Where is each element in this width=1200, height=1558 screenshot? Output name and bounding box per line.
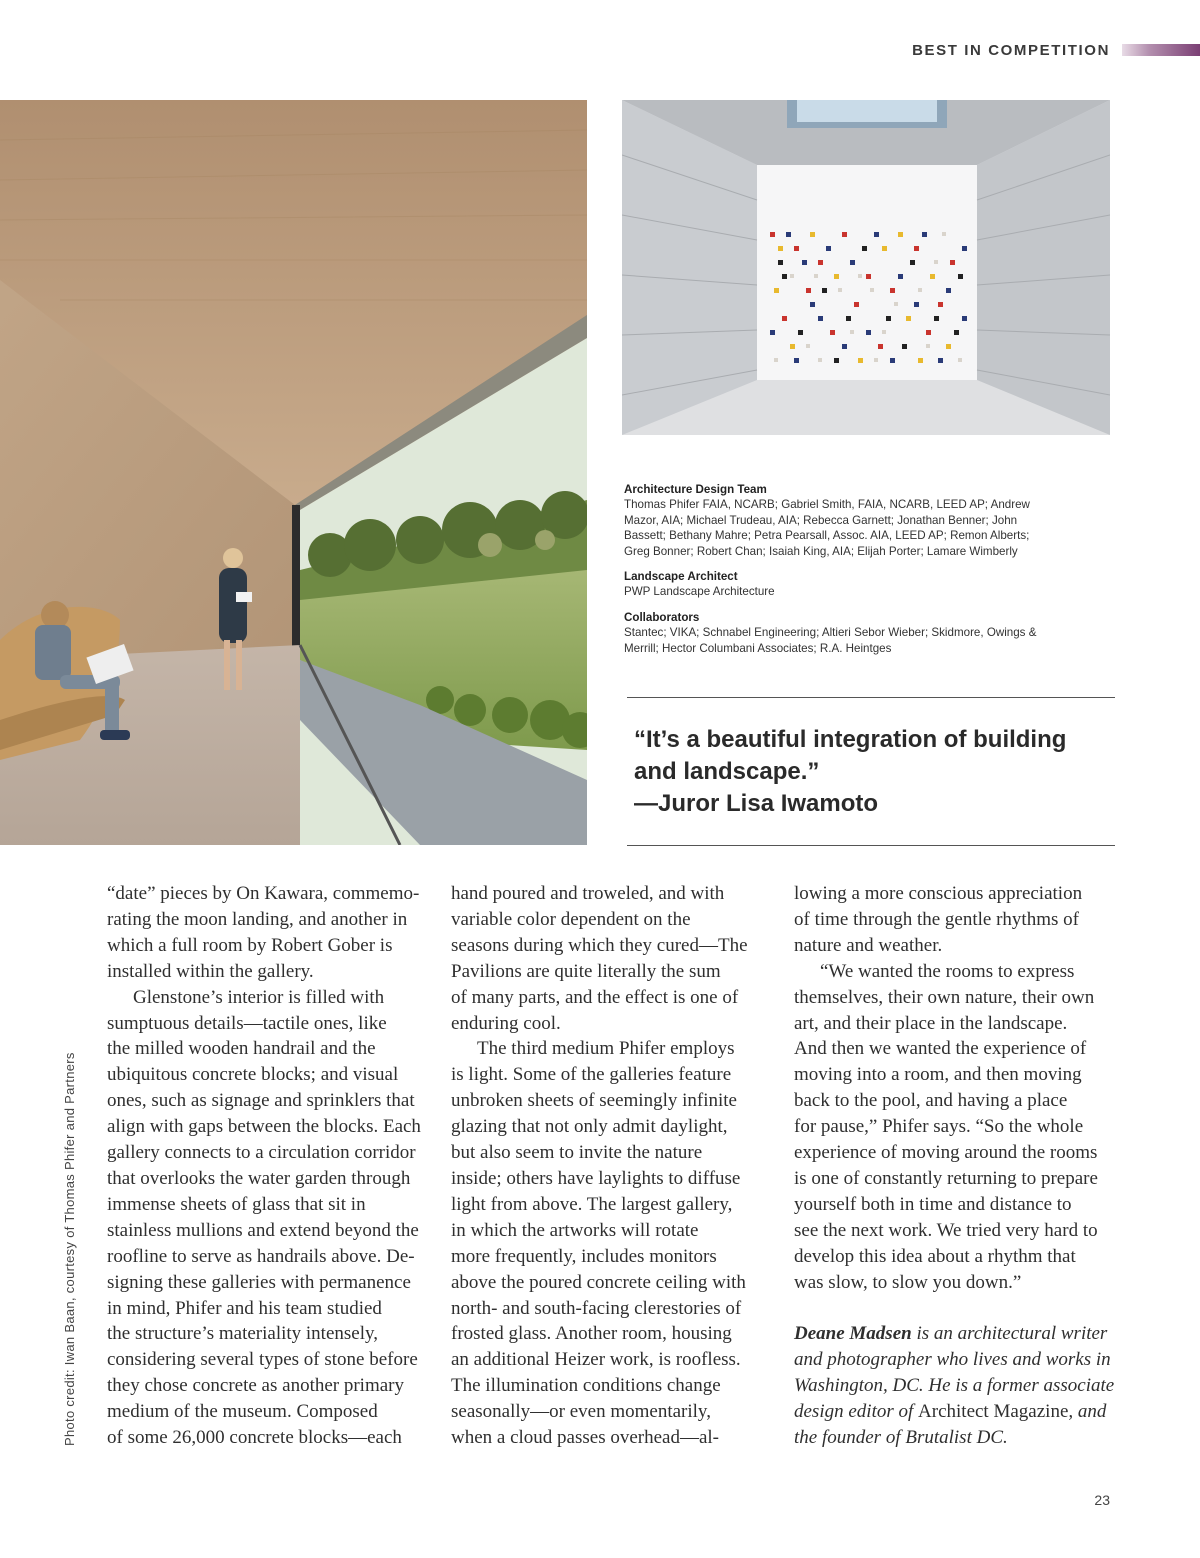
body-line: installed within the gallery. (107, 960, 314, 982)
body-line: immense sheets of glass that sit in (107, 1193, 366, 1215)
body-line: is one of constantly returning to prepare (794, 1167, 1098, 1189)
body-line: hand poured and troweled, and with (451, 883, 725, 904)
credit-line: Mazor, AIA; Michael Trudeau, AIA; Rebecca Garnett; Jonathan Benner; John (624, 513, 1018, 527)
body-line: of some 26,000 concrete blocks—each (107, 1427, 402, 1449)
body-line: “date” pieces by On Kawara, commemo- (107, 883, 420, 904)
publication-name: Architect Magazine (918, 1401, 1069, 1423)
body-line: that overlooks the water garden through (107, 1167, 411, 1189)
body-line: yourself both in time and distance to (794, 1193, 1072, 1215)
body-line: ones, such as signage and sprinklers that (107, 1090, 415, 1112)
body-line: And then we wanted the experience of (794, 1038, 1087, 1060)
body-line: back to the pool, and having a place (794, 1090, 1068, 1112)
text-column-3 (794, 881, 1114, 1451)
body-line: variable color dependent on the (451, 908, 691, 930)
page-number: 23 (1094, 1492, 1110, 1508)
body-line: is light. Some of the galleries feature (451, 1064, 732, 1086)
quote-line: and landscape.” (634, 758, 820, 785)
credit-line: Greg Bonner; Robert Chan; Isaiah King, AIA; Elijah Porter; Lamare Wimberly (624, 544, 1018, 558)
landscape-group (624, 569, 1102, 600)
credit-line: PWP Landscape Architecture (624, 585, 775, 599)
body-line: was slow, to slow you down.” (794, 1271, 1022, 1293)
photo-credit: Photo credit: Iwan Baan, courtesy of Thomas Phifer and Partners (62, 1052, 77, 1446)
body-line: lowing a more conscious appreciation (794, 883, 1083, 904)
body-line: the milled wooden handrail and the (107, 1038, 376, 1060)
body-line: in which the artworks will rotate (451, 1219, 699, 1241)
pull-quote (634, 724, 1124, 820)
body-line: enduring cool. (451, 1012, 561, 1034)
project-credits (624, 482, 1102, 666)
body-line: above the poured concrete ceiling with (451, 1271, 746, 1293)
body-line: ubiquitous concrete blocks; and visual (107, 1064, 399, 1086)
body-line: light from above. The largest gallery, (451, 1193, 733, 1215)
body-line: considering several types of stone before (107, 1349, 418, 1371)
body-line: north- and south-facing clerestories of (451, 1297, 742, 1319)
body-line: themselves, their own nature, their own (794, 986, 1095, 1008)
quote-attribution: —Juror Lisa Iwamoto (634, 790, 879, 817)
body-line: develop this idea about a rhythm that (794, 1245, 1076, 1267)
credit-line: Stantec; VIKA; Schnabel Engineering; Altieri Sebor Wieber; Skidmore, Owings & (624, 626, 1037, 640)
quote-line: “It’s a beautiful integration of building (634, 726, 1067, 753)
body-line: “We wanted the rooms to express (820, 960, 1075, 982)
body-line: which a full room by Robert Gober is (107, 934, 393, 956)
body-line: inside; others have laylights to diffuse (451, 1167, 741, 1189)
body-line: see the next work. We tried very hard to (794, 1219, 1098, 1241)
body-line: rating the moon landing, and another in (107, 908, 408, 930)
bio-text: the founder of Brutalist DC. (794, 1427, 1008, 1449)
body-line: medium of the museum. Composed (107, 1401, 378, 1423)
body-line: align with gaps between the blocks. Each (107, 1116, 421, 1138)
landscape-heading: Landscape Architect (624, 570, 738, 584)
body-line: experience of moving around the rooms (794, 1142, 1098, 1164)
bio-text: Washington, DC. He is a former associate (794, 1375, 1115, 1397)
quote-rule-bottom (627, 845, 1115, 846)
body-line: seasons during which they cured—The (451, 934, 748, 956)
section-accent-bar (1122, 44, 1200, 56)
body-line: stainless mullions and extend beyond the (107, 1219, 419, 1241)
body-line: glazing that not only admit daylight, (451, 1116, 728, 1138)
body-line: signing these galleries with permanence (107, 1271, 411, 1293)
body-line: Glenstone’s interior is filled with (133, 986, 385, 1008)
body-line: of many parts, and the effect is one of (451, 986, 739, 1008)
bio-text: , and (1068, 1401, 1107, 1423)
body-line: seasonally—or even momentarily, (451, 1401, 711, 1423)
design-team-group (624, 482, 1102, 559)
body-line: the structure’s materiality intensely, (107, 1323, 379, 1345)
text-column-1 (107, 881, 421, 1451)
body-line: in mind, Phifer and his team studied (107, 1297, 382, 1319)
body-line: nature and weather. (794, 934, 943, 956)
body-line: roofline to serve as handrails above. De- (107, 1245, 415, 1267)
body-line: Pavilions are quite literally the sum (451, 960, 721, 982)
body-line: art, and their place in the landscape. (794, 1012, 1068, 1034)
body-line: The illumination conditions change (451, 1375, 721, 1397)
body-line: sumptuous details—tactile ones, like (107, 1012, 387, 1034)
bio-text: and photographer who lives and works in (794, 1349, 1111, 1371)
credit-line: Thomas Phifer FAIA, NCARB; Gabriel Smith, FAIA, NCARB, LEED AP; Andrew (624, 498, 1030, 512)
body-line: they chose concrete as another primary (107, 1375, 405, 1397)
text-column-2 (451, 881, 748, 1451)
body-line: an additional Heizer work, is roofless. (451, 1349, 741, 1371)
body-line: but also seem to invite the nature (451, 1142, 703, 1164)
credit-line: Merrill; Hector Columbani Associates; R.A. Heintges (624, 641, 892, 655)
design-team-heading: Architecture Design Team (624, 483, 767, 496)
collaborators-group (624, 610, 1102, 656)
body-line: when a cloud passes overhead—al- (451, 1427, 720, 1449)
collaborators-heading: Collaborators (624, 610, 700, 624)
body-line: more frequently, includes monitors (451, 1245, 717, 1267)
white-gallery-photo (622, 100, 1110, 435)
credit-line: Bassett; Bethany Mahre; Petra Pearsall, Assoc. AIA, LEED AP; Remon Alberts; (624, 529, 1030, 543)
body-line: unbroken sheets of seemingly infinite (451, 1090, 737, 1112)
body-line: moving into a room, and then moving (794, 1064, 1082, 1086)
author-bio (794, 1321, 1114, 1451)
bio-text: is an architectural writer (911, 1323, 1108, 1345)
section-label: BEST IN COMPETITION (912, 42, 1110, 59)
body-line: for pause,” Phifer says. “So the whole (794, 1116, 1084, 1138)
bio-text: design editor of (794, 1401, 919, 1423)
body-line: of time through the gentle rhythms of (794, 908, 1079, 930)
gallery-corridor-photo (0, 100, 587, 845)
body-line: The third medium Phifer employs (477, 1038, 735, 1060)
body-line: gallery connects to a circulation corridor (107, 1142, 416, 1164)
paragraph-gap (794, 1296, 1114, 1322)
body-line: frosted glass. Another room, housing (451, 1323, 732, 1345)
author-name: Deane Madsen (794, 1323, 912, 1345)
quote-rule-top (627, 697, 1115, 698)
